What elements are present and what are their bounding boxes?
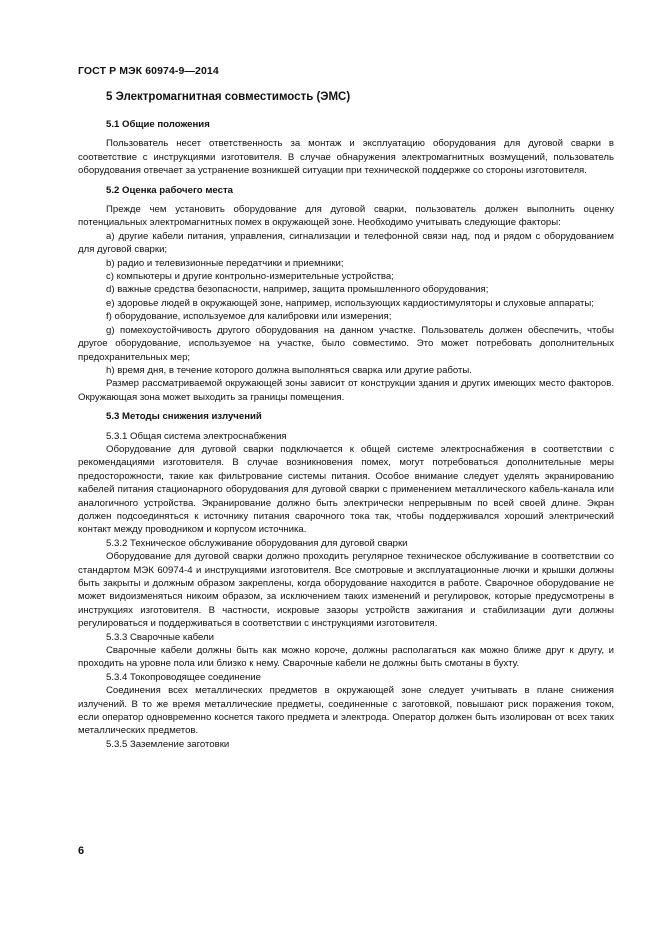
clause-title-5-3-2: 5.3.2 Техническое обслуживание оборудования для дуговой сварки — [106, 537, 408, 549]
list-item-a: а) другие кабели питания, управления, сигнализации и телефонной связи над, под и рядом с оборудованием для дуговой сварки; — [78, 230, 614, 256]
list-item-h: h) время дня, в течение которого должна выполняться сварка или другие работы. — [106, 364, 472, 376]
section-title: 5 Электромагнитная совместимость (ЭМС) — [106, 91, 351, 103]
list-item-e: е) здоровье людей в окружающей зоне, например, использующих кардиостимуляторы и слуховые аппараты; — [106, 297, 594, 309]
clause-title-5-3-3: 5.3.3 Сварочные кабели — [106, 631, 215, 643]
paragraph: Оборудование для дуговой сварки подключается к общей системе электроснабжения в соответствии с рекомендациями изготовителя. В случае возникновения помех, могут потребоваться дополнительные меры предосторожности, такие как фильтрование системы питания. Особое внимание следует уделять экранированию кабелей питания стационарного оборудования для дуговой сварки с применением металлического кабель-канала или аналогичного устройства. Экранирование должно быть электрически непрерывным по всей своей длине. Экран должен подсоединяться к источнику питания сварочного тока так, чтобы поддерживался хороший электрический контакт между проводником и корпусом источника. — [78, 443, 614, 536]
subsection-title-5-1: 5.1 Общие положения — [106, 119, 210, 130]
paragraph: Соединения всех металлических предметов в окружающей зоне следует учитывать в плане снижения излучений. В то же время металлические предметы, соединенные с заготовкой, повышают риск поражения током, если оператор одновременно коснется такого предмета и электрода. Оператор должен быть изолирован от всех таких металлических предметов. — [78, 685, 614, 737]
subsection-title-5-2: 5.2 Оценка рабочего места — [106, 184, 234, 196]
paragraph: Прежде чем установить оборудование для дуговой сварки, пользователь должен выполнить оценку потенциальных электромагнитных помех в окружающей зоне. Необходимо учитывать следующие факторы: — [78, 204, 614, 229]
list-item-d: d) важные средства безопасности, например, защита промышленного оборудования; — [106, 284, 489, 296]
list-item-b: b) радио и телевизионные передатчики и приемники; — [106, 257, 344, 269]
paragraph: Сварочные кабели должны быть как можно короче, должны располагаться как можно ближе друг к другу, и проходить на уровне пола или близко к нему. Сварочные кабели не должны быть смотаны в бухту. — [78, 645, 614, 670]
clause-title-5-3-5: 5.3.5 Заземление заготовки — [106, 738, 230, 750]
list-item-c: с) компьютеры и другие контрольно-измерительные устройства; — [106, 271, 394, 283]
paragraph: Пользователь несет ответственность за монтаж и эксплуатацию оборудования для дуговой сварки в соответствие с инструкциями изготовителя. В случае обнаружения электромагнитных возмущений, пользователь оборудования отвечает за устранение возникшей ситуации при технической поддержке со стороны изготовителя. — [78, 138, 614, 177]
list-item-f: f) оборудование, используемое для калибровки или измерения; — [106, 311, 392, 323]
clause-title-5-3-4: 5.3.4 Токопроводящее соединение — [106, 671, 261, 683]
document-header: ГОСТ Р МЭК 60974-9—2014 — [78, 65, 219, 77]
paragraph: Размер рассматриваемой окружающей зоны зависит от конструкции здания и других имеющих место факторов. Окружающая зона может выходить за границы помещения. — [78, 378, 614, 403]
subsection-title-5-3: 5.3 Методы снижения излучений — [106, 411, 262, 423]
document-body — [78, 90, 614, 751]
clause-title-5-3-1: 5.3.1 Общая система электроснабжения — [106, 430, 287, 442]
list-item-g: g) помехоустойчивость другого оборудования на данном участке. Пользователь должен обеспечить, чтобы другое оборудование, используемое на участке, было совместимо. Это может потребовать дополнительных предохранительных мер; — [78, 324, 614, 363]
page-number: 6 — [78, 845, 85, 857]
paragraph: Оборудование для дуговой сварки должно проходить регулярное техническое обслуживание в соответствии со стандартом МЭК 60974-4 и инструкциями изготовителя. Все смотровые и эксплуатационные лючки и крышки должны быть закрыты и должным образом закреплены, когда оборудование находится в работе. Сварочное оборудование не может видоизменяться никоим образом, за исключением таких изменений и регулировок, которые предусмотрены в инструкциях изготовителя. В частности, искровые зазоры устройств зажигания и стабилизации дуги должны регулироваться и поддерживаться в соответствии с инструкциями изготовителя. — [78, 551, 614, 630]
